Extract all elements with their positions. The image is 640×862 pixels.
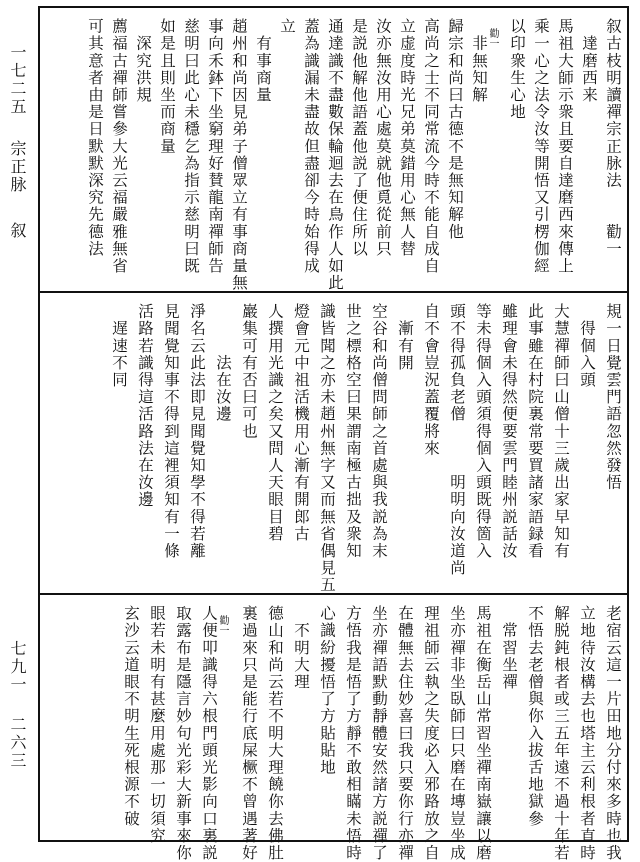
text-column: 不悟去老僧與你入拔舌地獄參 <box>526 605 544 828</box>
text-column: 巖集可有否曰可也 <box>240 303 258 440</box>
text-column: 自不會豈況蓋覆將來 <box>422 303 440 457</box>
text-column: 趙州和尚因見弟子僧眾立有事商量無 <box>230 18 248 292</box>
text-column: 見聞覺知事不得到這裡須知有一條 <box>162 303 180 560</box>
text-column: 立虚度時光兄弟莫錯用心無人替 <box>398 18 416 258</box>
margin-volume-number: 一七二五 <box>8 44 27 116</box>
text-column: 法在汝邊 <box>214 303 232 423</box>
text-column: 有事商量 <box>254 18 272 104</box>
text-panel-3 <box>40 593 627 862</box>
text-column: 立地待汝構去也塔主云利根者直時 <box>578 605 596 862</box>
text-column: 勸一 <box>217 605 228 635</box>
text-column: 取露布是隱言妙句光彩大新事來你 <box>174 605 192 862</box>
text-column: 雖理會未得然便要雲門睦州説話汝 <box>500 303 518 560</box>
text-column: 得個入頭 <box>578 303 596 389</box>
text-column: 裏過來只是能行底屎橛不曾遇著好 <box>240 605 258 862</box>
text-column: 是説他解他語蓋他説了便住所以 <box>350 18 368 258</box>
text-column: 事向禾鉢下坐窮理好賛龍南禪師告 <box>206 18 224 275</box>
text-column: 坐亦禪語默動靜體安然諸方説禪了 <box>370 605 388 862</box>
text-column: 人撰用光識之矣又問人天眼目碧 <box>266 303 284 543</box>
text-column: 勸一 <box>487 18 498 48</box>
text-column: 立 <box>278 18 296 36</box>
text-column: 老宿云這一片田地分付來多時也我 <box>604 605 622 862</box>
text-column: 歸宗和尚曰古德不是無知解他 <box>446 18 464 241</box>
text-column: 如是且則坐而商量 <box>158 18 176 155</box>
page-frame <box>38 6 629 862</box>
margin-title: 宗正脉 <box>8 140 27 194</box>
margin-section: 叙 <box>8 222 27 240</box>
text-column: 深究洪規 <box>134 18 152 104</box>
text-panel-1 <box>40 8 627 291</box>
text-column: 達磨西来 <box>580 18 598 104</box>
text-column: 心識紛擾悟了方貼貼地 <box>318 605 336 776</box>
text-column: 通達識不盡數保輪迴去在鳥作人如此 <box>326 18 344 292</box>
text-column: 在體無去住妙喜曰我只要你行亦禪 <box>396 605 414 862</box>
text-column: 不明大理 <box>292 605 310 691</box>
text-column: 理祖師云執之失度必入邪路放之自 <box>422 605 440 862</box>
text-column: 解脱鈍根者或三五年遠不過十年若 <box>552 605 570 862</box>
text-column: 活路若識得這活路法在汝邊 <box>136 303 154 509</box>
text-column: 燈會元中祖活機用心漸有開郎古 <box>292 303 310 543</box>
text-column: 空谷和尚僧問師之首處與我説為末 <box>370 303 388 560</box>
text-column: 乘一心之法令汝等開悟又引楞伽經 <box>532 18 550 275</box>
text-column: 馬祖大師示衆且要自達磨西來傳上 <box>556 18 574 275</box>
margin-page-number: 七九一 <box>8 640 27 694</box>
text-column: 漸有開 <box>396 303 414 372</box>
text-column: 叙古枝明讀禪宗正脉法 勸一 <box>604 18 622 258</box>
text-column: 世之標格空曰果謂南極古拙及衆知 <box>344 303 362 560</box>
text-column: 可其意者由是日默默深究先德法 <box>86 18 104 258</box>
text-column: 識皆聞之亦未趙州無字又而無省偶見五 <box>318 303 336 594</box>
text-column: 薦福古禪師嘗參大光云福嚴雅無省 <box>110 18 128 275</box>
text-column: 常習坐禪 <box>500 605 518 691</box>
text-column: 淨名云此法即見聞覺知學不得若離 <box>188 303 206 560</box>
text-column: 大慧禪師曰山僧十三歲出家早知有 <box>552 303 570 560</box>
text-column: 以印衆生心地 <box>508 18 526 121</box>
text-column: 坐亦禪非坐臥師曰只磨在塼豈坐成 <box>448 605 466 862</box>
text-column: 馬祖在衡岳山常習坐禪南嶽讓以磨 <box>474 605 492 862</box>
text-column: 慈明曰此心未穩乞為指示慈明曰既 <box>182 18 200 275</box>
text-column: 高尚之士不同常流今時不能自成自 <box>422 18 440 275</box>
text-column: 玄沙云道眼不明生死根源不破 <box>122 605 140 828</box>
text-column: 遅速不同 <box>110 303 128 389</box>
text-column: 方悟我是悟了方靜不敢相瞞未悟時 <box>344 605 362 862</box>
text-column: 德山和尚云若不明大理饒你去佛肚 <box>266 605 284 862</box>
text-column: 此事雖在村院裏常要買諸家語録看 <box>526 303 544 560</box>
text-column: 汝亦無汝用心處莫就他覓從前只 <box>374 18 392 258</box>
text-column: 人便叩識得六根門頭光影向口裏説 <box>200 605 218 862</box>
text-column: 非無知解 <box>470 18 488 104</box>
text-column: 等未得個入頭須得個入頭既得箇入 <box>474 303 492 560</box>
text-panel-2 <box>40 291 627 595</box>
text-column: 頭不得孤負老僧 明明向汝道尚 <box>448 303 466 577</box>
text-column: 規一日覺雲門語忽然發悟 <box>604 303 622 492</box>
text-column: 蓋為識漏未盡故但盡卻今時始得成 <box>302 18 320 275</box>
left-margin <box>0 0 34 842</box>
margin-page-number-2: 二六三 <box>8 716 27 770</box>
text-column: 眼若未明有甚麼用處那一切須究 <box>148 605 166 845</box>
